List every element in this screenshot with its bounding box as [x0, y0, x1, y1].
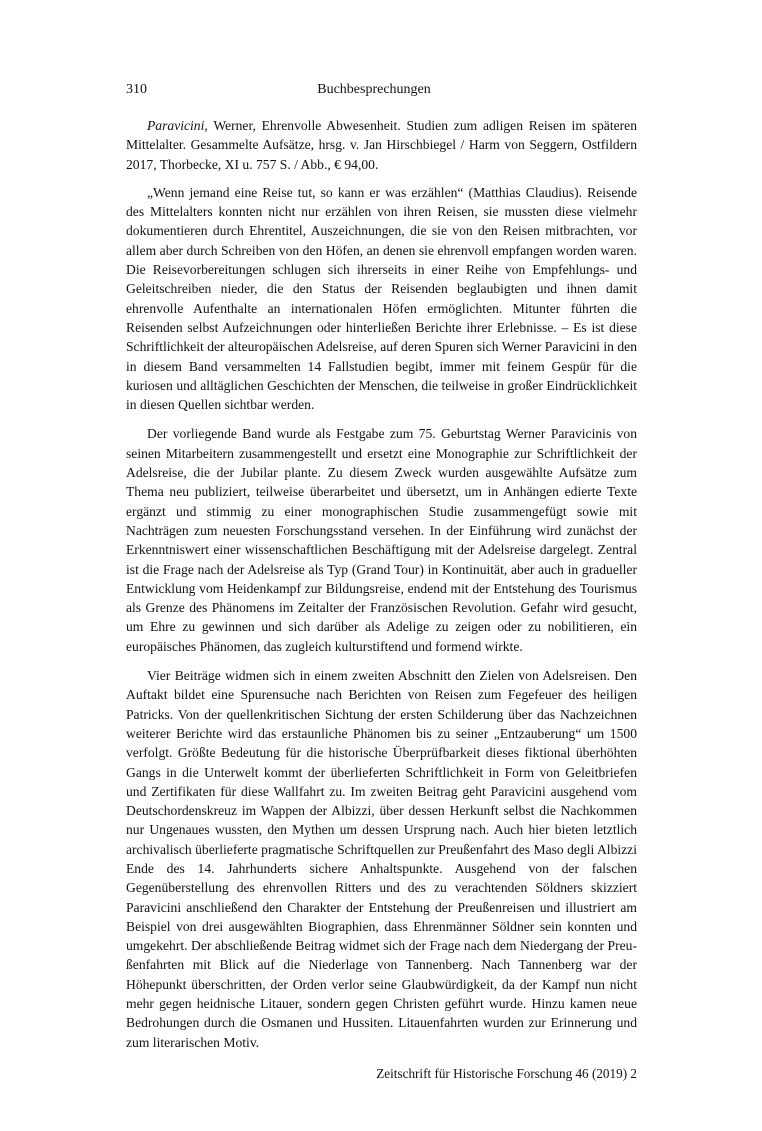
section-title: Buchbesprechungen	[317, 82, 431, 97]
running-head	[126, 82, 637, 104]
review-paragraph-3: Vier Beiträge widmen sich in einem zweiten Abschnitt den Zielen von Adelsreisen. Den Auftakt bildet eine Spurensuche nach Berichten von Reisen zum Fegefeuer des heiligen Patricks. Von der quellenkritischen Sichtung der ersten Schilderung über das Nachzeichnen weiterer Berichte wird das erstaunliche Phänomen bis zu seiner „Entzauberung“ um 1500 verfolgt. Größte Bedeutung für die historische Überprüfbarkeit dieses fiktional überhöhten Gangs in die Unterwelt kommt der überlieferten Schriftlichkeit in Form von Geleitbriefen und Zertifikaten für diese Wallfahrt zu. Im zweiten Beitrag geht Paravicini ausgehend vom Deutschordenskreuz im Wappen der Albizzi, über dessen Herkunft selbst die Nachkommen nur Ungenaues wussten, den Mythen um dessen Ursprung nach. Auch hier bieten letztlich archivalisch überlieferte pragmatische Schriftquellen zur Preußenfahrt des Maso degli Albizzi Ende des 14. Jahrhunderts sichere Anhaltspunkte. Ausgehend von der falschen Gegenüberstellung des ehrenvollen Ritters und des zu verachtenden Söldners skizziert Paravicini anschließend den Charakter der Entstehung der Preußenreisen und illustriert am Beispiel von drei ausgewählten Biographien, dass Ehrenmänner Söldner sein konnten und umgekehrt. Der abschließende Beitrag widmet sich der Frage nach dem Niedergang der Preußenfahrten mit Blick auf die Niederlage von Tannenberg. Nach Tannenberg war der Höhepunkt überschritten, der Orden verlor seine Glaubwürdigkeit, da der Kampf nun nicht mehr gegen heidnische Litauer, sondern gegen Christen geführt wurde. Hinzu kamen neue Bedrohungen durch die Osmanen und Hussiten. Litauenfahrten wurden zur Erinnerung und zum literarischen Motiv.	[126, 668, 637, 1050]
page-number: 310	[126, 82, 147, 97]
book-citation	[126, 116, 637, 174]
citation-author: Paravicini	[147, 118, 205, 133]
review-page	[126, 82, 637, 1082]
citation-details: , Werner, Ehrenvolle Abwesenheit. Studien zum adligen Reisen im späteren Mittelalter. Gesammelte Aufsätze, hrsg. v. Jan Hirschbiegel / Harm von Seggern, Ostfildern 2017, Thorbecke, XI u. 757 S. / Abb., € 94,00.	[126, 118, 637, 172]
review-paragraph-2: Der vorliegende Band wurde als Festgabe zum 75. Geburtstag Werner Paravicinis von seinen Mitarbeitern zusammengestellt und ersetzt eine Monographie zur Schriftlichkeit der Adelsreise, die der Jubilar plante. Zu diesem Zweck wurden ausgewählte Aufsätze zum Thema neu publiziert, teilweise überarbeitet und übersetzt, um in Anhängen edierte Texte ergänzt und stimmig zu einer monographischen Studie zusammengefügt sowie mit Nachträgen zum neuesten Forschungsstand versehen. In der Einführung wird zunächst der Erkenntniswert einer wissenschaftlichen Beschäftigung mit der Adelsreise dargelegt. Zentral ist die Frage nach der Adelsreise als Typ (Grand Tour) in Kontinuität, aber auch in gradueller Entwicklung vom Heidenkampf zur Bildungsreise, endend mit der Entstehung des Tourismus als Grenze des Phänomens im Zeitalter der Französischen Revolution. Gefahr wird gesucht, um Ehre zu gewinnen und sich darüber als Adelige zu zeigen oder zu nobilitieren, ein europäisches Phänomen, das zugleich kulturstiftend und formend wirkte.	[126, 426, 637, 654]
journal-footer: Zeitschrift für Historische Forschung 46 (2019) 2	[376, 1065, 637, 1081]
review-paragraph-1: „Wenn jemand eine Reise tut, so kann er was erzählen“ (Matthias Claudius). Reisende des Mittelalters konnten nicht nur erzählen von ihren Reisen, sie mussten diese vielmehr dokumentieren durch Ehrentitel, Auszeichnungen, die sie von den Reisen mitbrachten, vor allem aber durch Schreiben von den Höfen, an denen sie ehrenvoll empfangen worden waren. Die Reisevorbereitungen schlugen sich ihrerseits in einer Reihe von Empfehlungs- und Geleitschreiben nieder, die den Status der Reisenden beglaubigten und ihnen damit ehrenvolle Aufenthalte an internationalen Höfen ermöglichten. Mitunter führten die Reisenden selbst Aufzeichnungen oder hinterließen Berichte ihrer Erlebnisse. – Es ist diese Schriftlichkeit der alteuropäischen Adelsreise, auf deren Spuren sich Werner Paravicini in den in diesem Band versammelten 14 Fallstudien begibt, immer mit feinem Gespür für die kuriosen und alltäglichen Geschichten der Menschen, die teilweise in großer Eindrücklichkeit in diesen Quellen sichtbar werden.	[126, 184, 637, 413]
